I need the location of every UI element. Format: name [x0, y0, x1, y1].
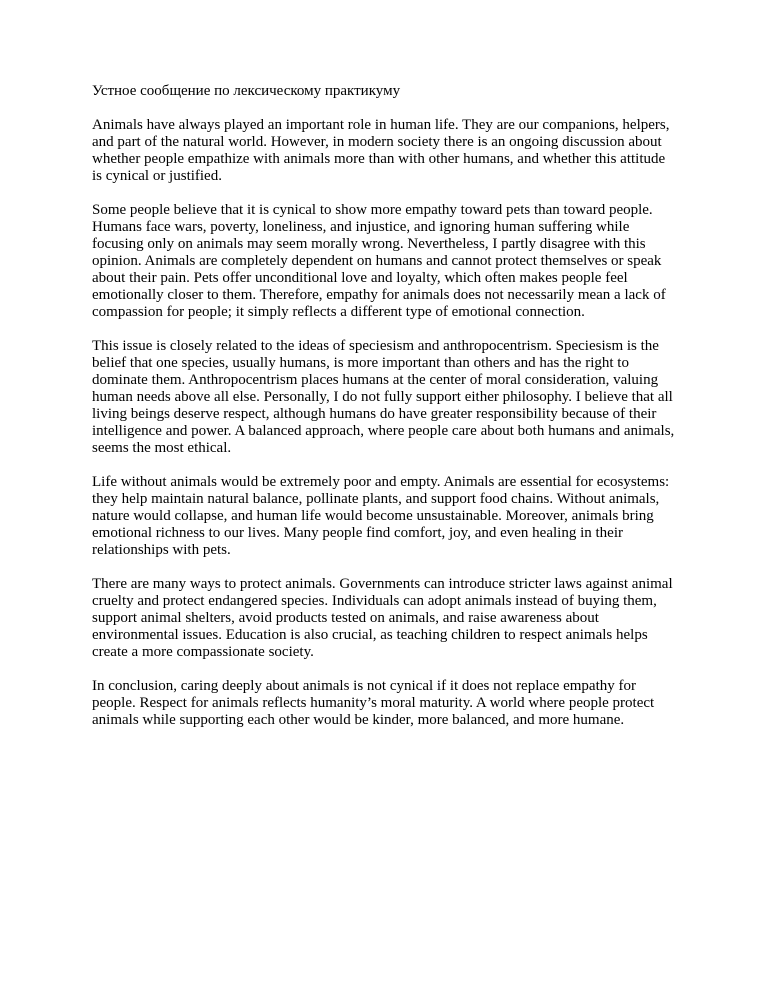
paragraph-ways-to-protect: There are many ways to protect animals. Governments can introduce stricter laws against animal cruelty and protect endangered species. Individuals can adopt animals instead of buying them, support animal shelters, avoid products tested on animals, and raise awareness about environmental issues. Education is also crucial, as teaching children to respect animals helps create a more compassionate society. [92, 576, 673, 660]
paragraph-speciesism-anthropocentrism: This issue is closely related to the ideas of speciesism and anthropocentrism. Speciesism is the belief that one species, usually humans, is more important than others and has the right to dominate them. Anthropocentrism places humans at the center of moral consideration, valuing human needs above all else. Personally, I do not fully support either philosophy. I believe that all living beings deserve respect, although humans do have greater responsibility because of their intelligence and power. A balanced approach, where people care about both humans and animals, seems the most ethical. [92, 338, 675, 456]
paragraph-empathy-debate: Some people believe that it is cynical to show more empathy toward pets than toward people. Humans face wars, poverty, loneliness, and injustice, and ignoring human suffering while focusing only on animals may seem morally wrong. Nevertheless, I partly disagree with this opinion. Animals are completely dependent on humans and cannot protect themselves or speak about their pain. Pets offer unconditional love and loyalty, which often makes people feel emotionally closer to them. Therefore, empathy for animals does not necessarily mean a lack of compassion for people; it simply reflects a different type of emotional connection. [92, 202, 666, 320]
paragraph-conclusion: In conclusion, caring deeply about animals is not cynical if it does not replace empathy for people. Respect for animals reflects humanity’s moral maturity. A world where people protect animals while supporting each other would be kinder, more balanced, and more humane. [92, 678, 655, 728]
document-title: Устное сообщение по лексическому практикуму [92, 83, 401, 99]
paragraph-life-without-animals: Life without animals would be extremely poor and empty. Animals are essential for ecosystems: they help maintain natural balance, pollinate plants, and support food chains. Without animals, nature would collapse, and human life would become unsustainable. Moreover, animals bring emotional richness to our lives. Many people find comfort, joy, and even healing in their relationships with pets. [92, 474, 670, 558]
paragraph-introduction: Animals have always played an important role in human life. They are our companions, helpers, and part of the natural world. However, in modern society there is an ongoing discussion about whether people empathize with animals more than with other humans, and whether this attitude is cynical or justified. [92, 117, 670, 184]
